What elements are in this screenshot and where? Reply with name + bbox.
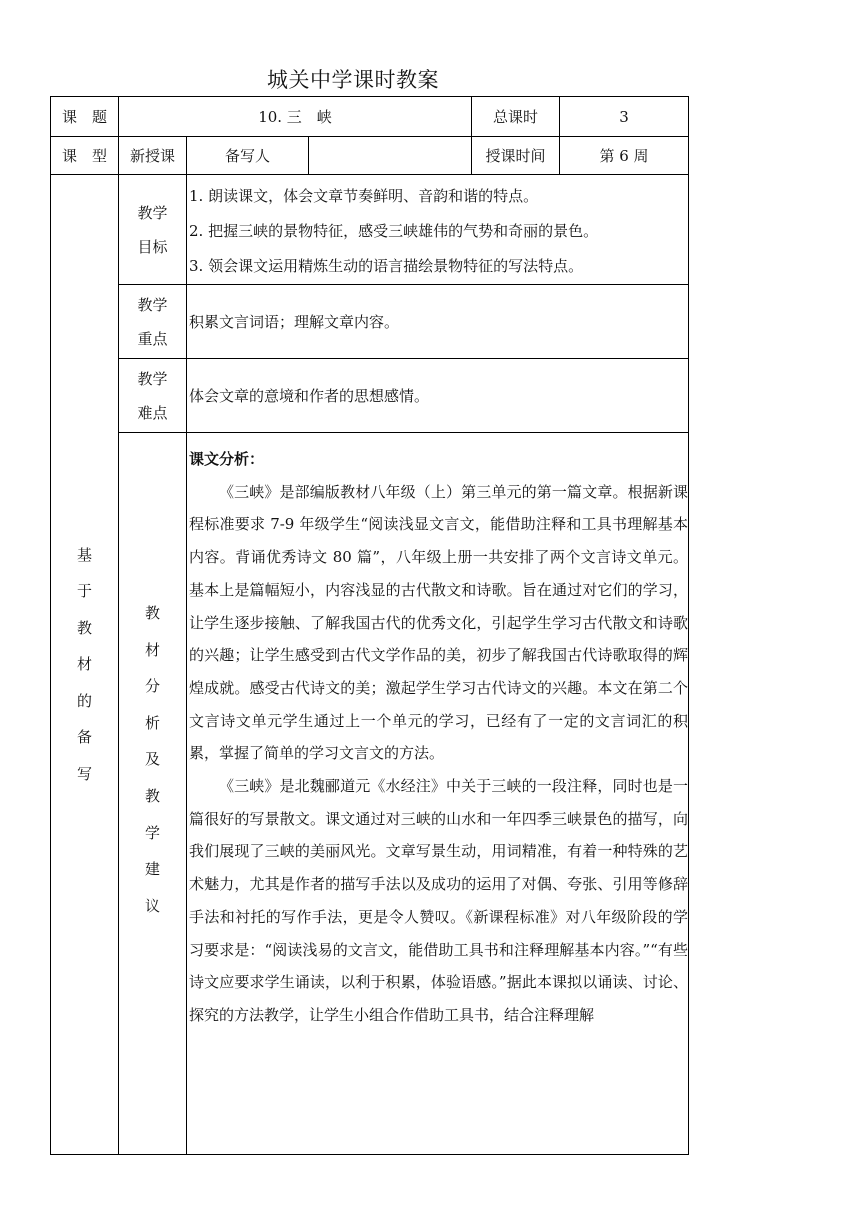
key-points-row — [51, 285, 689, 359]
goals-label-line: 目标 — [137, 237, 168, 256]
goal-item: 1. 朗读课文，体会文章节奏鲜明、音韵和谐的特点。 — [189, 187, 539, 205]
section-label-char: 写 — [76, 764, 92, 783]
topic-label: 课 题 — [51, 97, 119, 137]
topic-row — [51, 97, 689, 137]
key-points-text: 积累文言词语；理解文章内容。 — [187, 285, 689, 359]
total-hours-value: 3 — [560, 97, 689, 137]
topic-value: 10. 三 峡 — [119, 97, 472, 137]
analysis-label-char: 议 — [144, 896, 160, 915]
difficulties-label — [119, 359, 187, 433]
analysis-label — [119, 433, 187, 1155]
analysis-label-char: 学 — [144, 823, 160, 842]
key-points-label-line: 重点 — [137, 329, 168, 348]
goals-row — [51, 175, 689, 285]
key-points-label — [119, 285, 187, 359]
analysis-paragraph: 《三峡》是北魏郦道元《水经注》中关于三峡的一段注释，同时也是一篇很好的写景散文。课文通过对三峡的山水和一年四季三峡景色的描写，向我们展现了三峡的美丽风光。文章写景生动，用词精准，有着一种特殊的艺术魅力，尤其是作者的描写手法以及成功的运用了对偶、夸张、引用等修辞手法和衬托的写作手法，更是令人赞叹。《新课程标准》对八年级阶段的学习要求是：“阅读浅易的文言文，能借助工具书和注释理解基本内容。”“有些诗文应要求学生诵读，以利于积累，体验语感。”据此本课拟以诵读、讨论、探究的方法教学，让学生小组合作借助工具书，结合注释理解 — [189, 777, 688, 1024]
analysis-label-char: 教 — [144, 786, 160, 805]
analysis-label-char: 及 — [144, 750, 160, 769]
goal-item: 2. 把握三峡的景物特征，感受三峡雄伟的气势和奇丽的景色。 — [189, 222, 599, 240]
section-label-char: 备 — [76, 728, 92, 747]
section-label-char: 材 — [76, 655, 92, 674]
section-label-char: 基 — [76, 545, 92, 564]
analysis-content — [187, 433, 689, 1155]
section-label-char: 的 — [76, 691, 92, 710]
lesson-plan-table — [50, 96, 689, 1155]
teach-time-label: 授课时间 — [472, 137, 560, 175]
difficulties-row — [51, 359, 689, 433]
type-value: 新授课 — [119, 137, 187, 175]
difficulties-label-line: 难点 — [137, 403, 168, 422]
analysis-label-char: 分 — [144, 677, 160, 696]
key-points-label-line: 教学 — [137, 295, 168, 314]
writer-value — [309, 137, 472, 175]
analysis-row — [51, 433, 689, 1155]
analysis-label-char: 教 — [144, 604, 160, 622]
analysis-label-char: 建 — [144, 860, 160, 879]
writer-label: 备写人 — [187, 137, 309, 175]
page-title: 城关中学课时教案 — [267, 68, 439, 92]
analysis-heading: 课文分析： — [189, 450, 265, 468]
teach-time-value: 第 6 周 — [560, 137, 689, 175]
goals-content — [187, 175, 689, 285]
section-label — [51, 175, 119, 1155]
difficulties-label-line: 教学 — [137, 369, 168, 388]
analysis-paragraph: 《三峡》是部编版教材八年级（上）第三单元的第一篇文章。根据新课程标准要求 7-9 年级学生“阅读浅显文言文，能借助注释和工具书理解基本内容。背诵优秀诗文 80 篇”，八年级上册一共安排了两个文言诗文单元。基本上是篇幅短小，内容浅显的古代散文和诗歌。旨在通过对它们的学习，让学生逐步接触、了解我国古代的优秀文化，引起学生学习古代散文和诗歌的兴趣；让学生感受到古代文学作品的美，初步了解我国古代诗歌取得的辉煌成就。感受古代诗文的美；激起学生学习古代诗文的兴趣。本文在第二个文言诗文单元学生通过上一个单元的学习，已经有了一定的文言词汇的积累，掌握了简单的学习文言文的方法。 — [189, 482, 688, 763]
total-hours-label: 总课时 — [472, 97, 560, 137]
section-label-char: 于 — [76, 582, 92, 601]
type-row — [51, 137, 689, 175]
goals-label-line: 教学 — [137, 203, 168, 222]
goal-item: 3. 领会课文运用精炼生动的语言描绘景物特征的写法特点。 — [189, 257, 584, 275]
analysis-label-char: 析 — [144, 713, 160, 732]
analysis-label-char: 材 — [144, 640, 160, 659]
section-label-char: 教 — [76, 618, 92, 637]
goals-label — [119, 175, 187, 285]
type-label: 课 型 — [51, 137, 119, 175]
difficulties-text: 体会文章的意境和作者的思想感情。 — [187, 359, 689, 433]
